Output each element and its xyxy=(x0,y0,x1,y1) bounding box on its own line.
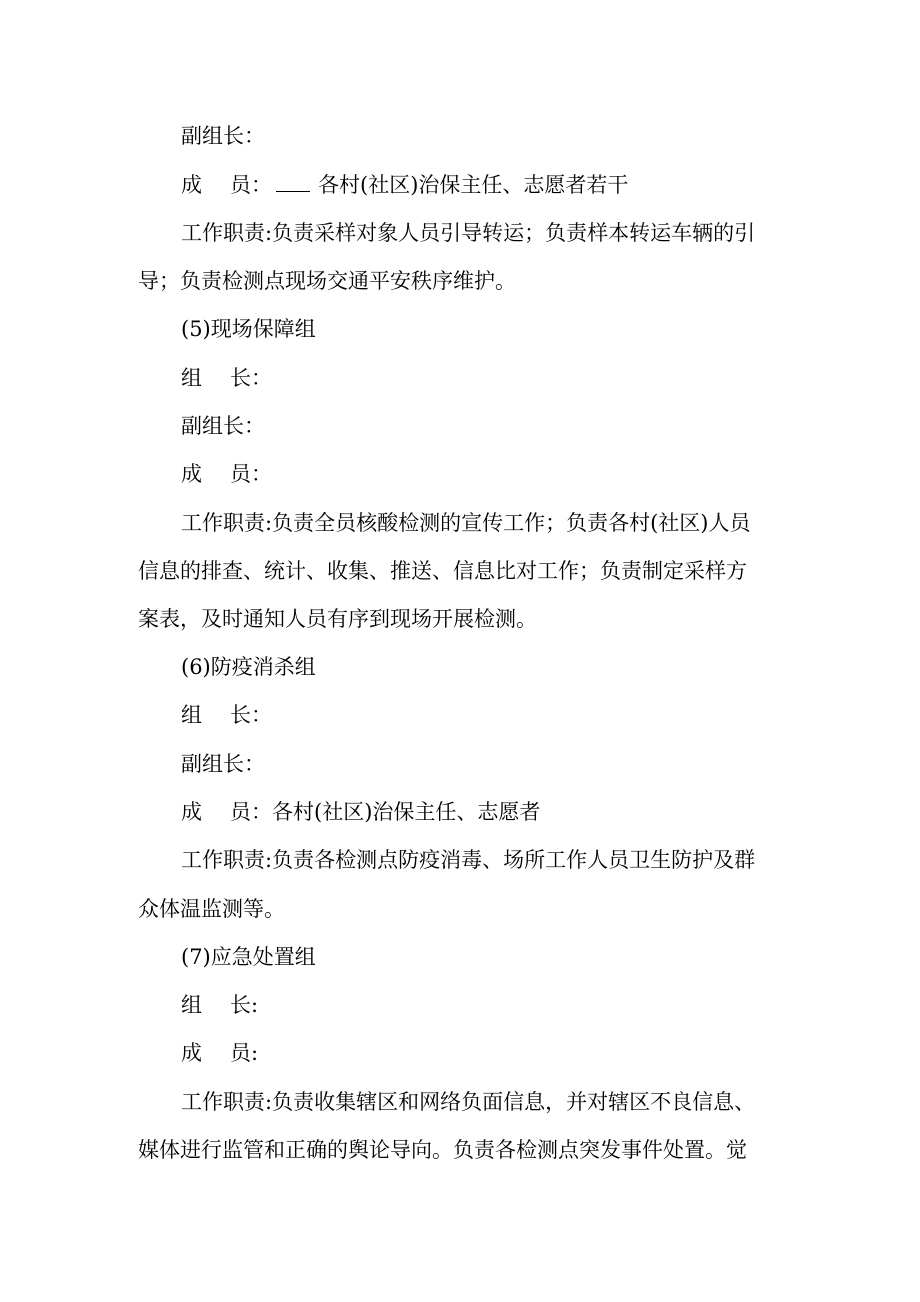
duty-paragraph-line: 信息的排查、统计、收集、推送、信息比对工作；负责制定采样方 xyxy=(138,559,747,583)
blank-underline xyxy=(276,171,310,192)
members-line: 成 员: xyxy=(181,1041,259,1065)
section-heading: (7)应急处置组 xyxy=(181,945,316,969)
deputy-leader-label: 副组长： xyxy=(181,124,265,148)
leader-line: 组 长： xyxy=(181,703,272,727)
deputy-leader-line: 副组长： xyxy=(181,752,265,776)
duty-paragraph-line: 众体温监测等。 xyxy=(138,897,285,921)
duty-paragraph-line: 工作职责:负责各检测点防疫消毒、场所工作人员卫生防护及群 xyxy=(181,848,756,872)
duty-paragraph-line: 媒体进行监管和正确的舆论导向。负责各检测点突发事件处置。觉 xyxy=(138,1138,747,1162)
section-heading: (6)防疫消杀组 xyxy=(181,655,316,679)
duty-paragraph-line: 案表，及时通知人员有序到现场开展检测。 xyxy=(138,607,537,631)
duty-paragraph-line: 工作职责:负责全员核酸检测的宣传工作；负责各村(社区)人员 xyxy=(181,511,751,535)
duty-paragraph-line: 导；负责检测点现场交通平安秩序维护。 xyxy=(138,269,516,293)
members-line: 成 员：各村(社区)治保主任、志愿者 xyxy=(181,800,541,824)
leader-line: 组 长: xyxy=(181,993,259,1017)
deputy-leader-line xyxy=(181,122,831,150)
section-heading: (5)现场保障组 xyxy=(181,317,316,341)
duty-paragraph-line: 工作职责:负责收集辖区和网络负面信息，并对辖区不良信息、 xyxy=(181,1090,756,1114)
members-label-suffix: 员： xyxy=(230,173,272,197)
members-value: 各村(社区)治保主任、志愿者若干 xyxy=(318,173,629,197)
members-line: 成 员： xyxy=(181,462,272,486)
members-label-char: 成 xyxy=(181,173,202,197)
deputy-leader-line: 副组长： xyxy=(181,414,265,438)
leader-line: 组 长： xyxy=(181,366,272,390)
duty-paragraph-line: 工作职责:负责采样对象人员引导转运；负责样本转运车辆的引 xyxy=(181,221,756,245)
members-line xyxy=(181,171,831,199)
